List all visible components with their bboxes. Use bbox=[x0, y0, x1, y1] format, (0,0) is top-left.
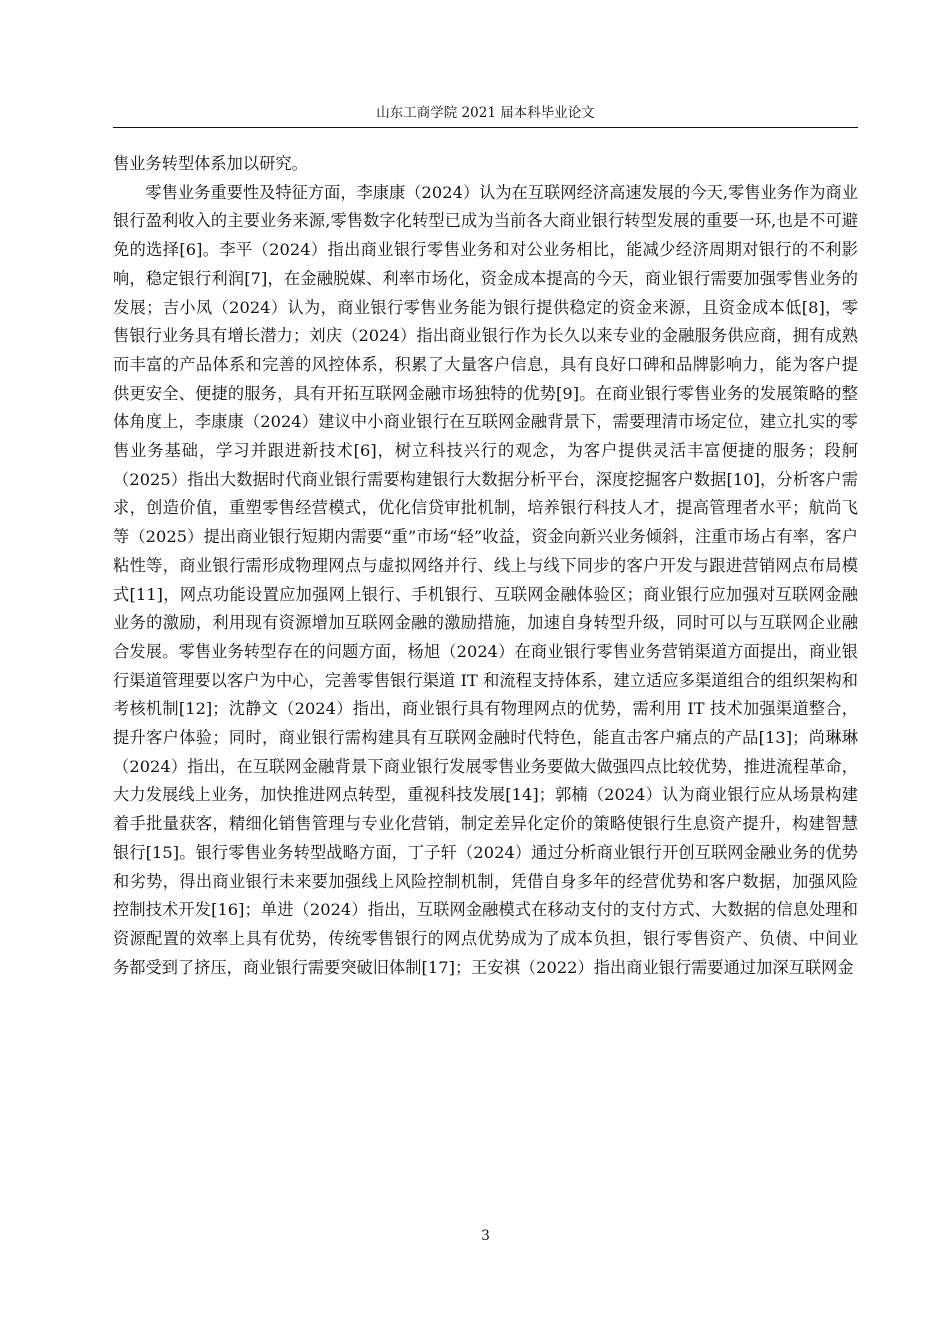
header-divider bbox=[113, 127, 858, 128]
paragraph-continued: 售业务转型体系加以研究。 bbox=[113, 154, 308, 173]
body-text bbox=[113, 150, 858, 982]
paragraph-literature-review: 零售业务重要性及特征方面，李康康（2024）认为在互联网经济高速发展的今天,零售业务作为商业银行盈利收入的主要业务来源,零售数字化转型已成为当前各大商业银行转型发展的重要一环,也是不可避免的选择[6]。李平（2024）指出商业银行零售业务和对公业务相比，能减少经济周期对银行的不利影响，稳定银行利润[7]，在金融脱媒、利率市场化，资金成本提高的今天，商业银行需要加强零售业务的发展；吉小凤（2024）认为，商业银行零售业务能为银行提供稳定的资金来源，且资金成本低[8]，零售银行业务具有增长潜力；刘庆（2024）指出商业银行作为长久以来专业的金融服务供应商，拥有成熟而丰富的产品体系和完善的风控体系，积累了大量客户信息，具有良好口碑和品牌影响力，能为客户提供更安全、便捷的服务，具有开拓互联网金融市场独特的优势[9]。在商业银行零售业务的发展策略的整体角度上，李康康（2024）建议中小商业银行在互联网金融背景下，需要理清市场定位，建立扎实的零售业务基础，学习并跟进新技术[6]，树立科技兴行的观念，为客户提供灵活丰富便捷的服务；段舸（2025）指出大数据时代商业银行需要构建银行大数据分析平台，深度挖掘客户数据[10]，分析客户需求，创造价值，重塑零售经营模式，优化信贷审批机制，培养银行科技人才，提高管理者水平；航尚飞等（2025）提出商业银行短期内需要“重”市场“轻”收益，资金向新兴业务倾斜，注重市场占有率，客户粘性等，商业银行需形成物理网点与虚拟网络并行、线上与线下同步的客户开发与跟进营销网点布局模式[11]，网点功能设置应加强网上银行、手机银行、互联网金融体验区；商业银行应加强对互联网金融业务的激励，利用现有资源增加互联网金融的激励措施，加速自身转型升级，同时可以与互联网企业融合发展。零售业务转型存在的问题方面，杨旭（2024）在商业银行零售业务营销渠道方面提出，商业银行渠道管理要以客户为中心，完善零售银行渠道 IT 和流程支持体系，建立适应多渠道组合的组织架构和考核机制[12]；沈静文（2024）指出，商业银行具有物理网点的优势，需利用 IT 技术加强渠道整合，提升客户体验；同时，商业银行需构建具有互联网金融时代特色，能直击客户痛点的产品[13]；尚琳琳（2024）指出，在互联网金融背景下商业银行发展零售业务要做大做强四点比较优势，推进流程革命，大力发展线上业务，加快推进网点转型，重视科技发展[14]；郭楠（2024）认为商业银行应从场景构建着手批量获客，精细化销售管理与专业化营销，制定差异化定价的策略使银行生息资产提升，构建智慧银行[15]。银行零售业务转型战略方面，丁子轩（2024）通过分析商业银行开创互联网金融业务的优势和劣势，得出商业银行未来要加强线上风险控制机制，凭借自身多年的经营优势和客户数据，加强风险控制技术开发[16]；单进（2024）指出，互联网金融模式在移动支付的支付方式、大数据的信息处理和资源配置的效率上具有优势，传统零售银行的网点优势成为了成本负担，银行零售资产、负债、中间业务都受到了挤压，商业银行需要突破旧体制[17]；王安祺（2022）指出商业银行需要通过加深互联网金 bbox=[113, 182, 858, 977]
page-number: 3 bbox=[481, 1228, 490, 1244]
running-header: 山东工商学院 2021 届本科毕业论文 bbox=[376, 105, 595, 121]
